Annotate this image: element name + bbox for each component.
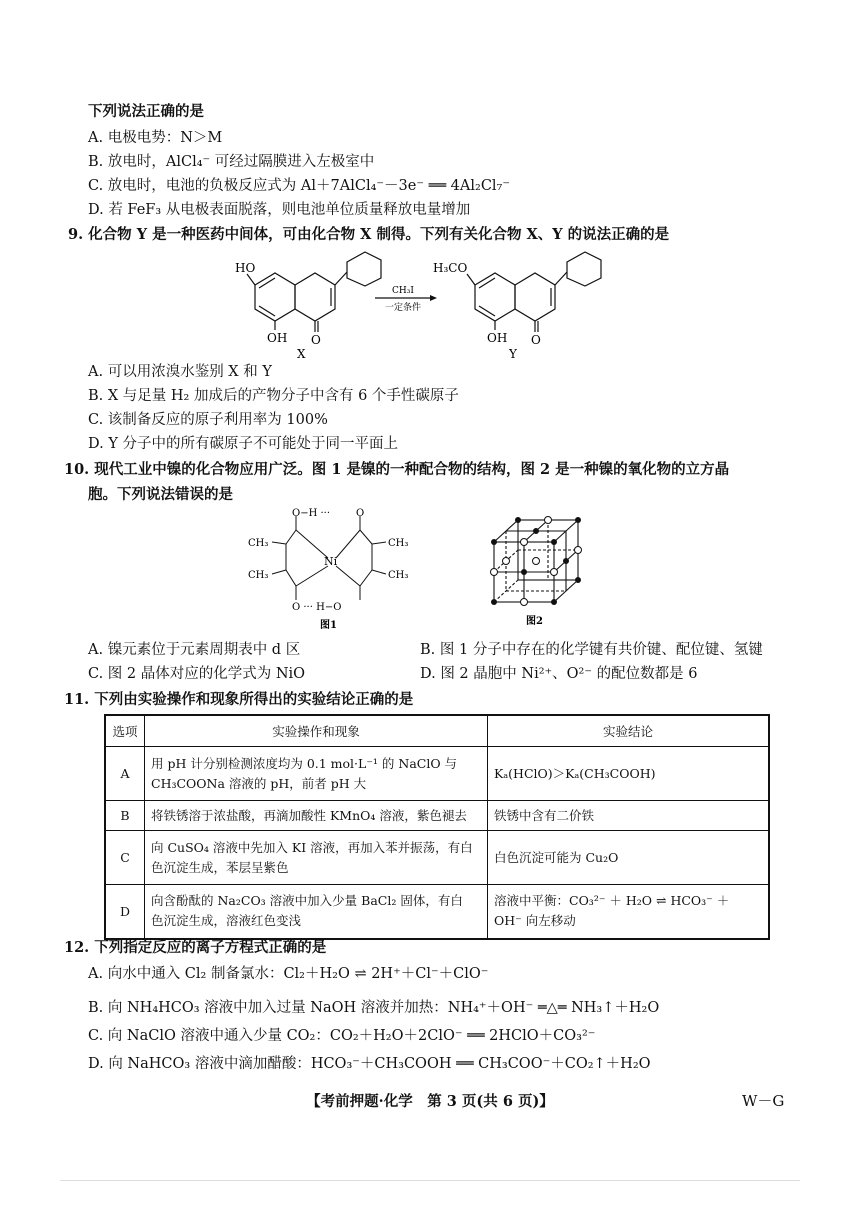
molecule-y-skeleton — [467, 252, 601, 332]
ch3-label: CH₃ — [248, 570, 269, 581]
figure-2-crystal-cell — [486, 512, 596, 628]
q8-option-c: C. 放电时，电池的负极反应式为 Al＋7AlCl₄⁻－3e⁻ ══ 4Al₂Cl₇⁻ — [88, 178, 511, 194]
row-operation: 向 CuSO₄ 溶液中先加入 KI 溶液，再加入苯并振荡，有白 色沉淀生成，苯层呈紫色 — [145, 831, 488, 885]
q12-stem: 12. 下列指定反应的离子方程式正确的是 — [64, 939, 327, 956]
x-carbonyl-o: O — [311, 333, 321, 347]
q9-stem: 9. 化合物 Y 是一种医药中间体，可由化合物 X 制得。下列有关化合物 X、Y 的说法正确的是 — [68, 226, 670, 243]
table-row — [105, 831, 769, 885]
q12-option-a: A. 向水中通入 Cl₂ 制备氯水：Cl₂＋H₂O ⇌ 2H⁺＋Cl⁻＋ClO⁻ — [88, 966, 489, 982]
table-header-row — [105, 715, 769, 747]
row-conclusion: 白色沉淀可能为 Cu₂O — [488, 831, 770, 885]
molecule-x-skeleton — [247, 252, 381, 332]
page-footer: 【考前押题·化学 第 3 页(共 6 页)】 — [306, 1093, 554, 1110]
ch3-label: CH₃ — [248, 538, 269, 549]
figure-1-label: 图1 — [320, 620, 337, 630]
ni-center-label: Ni — [324, 555, 338, 568]
q12-option-d: D. 向 NaHCO₃ 溶液中滴加醋酸：HCO₃⁻＋CH₃COOH ══ CH₃COO⁻＋CO₂↑＋H₂O — [88, 1056, 651, 1072]
row-option: A — [105, 747, 145, 801]
y-label: Y — [509, 347, 517, 360]
q9-option-a: A. 可以用浓溴水鉴别 X 和 Y — [88, 364, 272, 380]
ch3-label: CH₃ — [388, 570, 409, 581]
bottom-divider — [60, 1180, 800, 1181]
row-operation: 将铁锈溶于浓盐酸，再滴加酸性 KMnO₄ 溶液，紫色褪去 — [145, 801, 488, 831]
y-carbonyl-o: O — [531, 333, 541, 347]
paper-code: W－G — [742, 1092, 785, 1110]
y-methoxy-label: H₃CO — [433, 261, 468, 275]
q8-option-d: D. 若 FeF₃ 从电极表面脱落，则电池单位质量释放电量增加 — [88, 202, 471, 218]
row-option: B — [105, 801, 145, 831]
q10-option-b: B. 图 1 分子中存在的化学键有共价键、配位键、氢键 — [420, 642, 763, 658]
row-operation: 向含酚酞的 Na₂CO₃ 溶液中加入少量 BaCl₂ 固体，有白 色沉淀生成，溶液红色变浅 — [145, 885, 488, 939]
table-row — [105, 747, 769, 801]
experiment-table — [104, 714, 770, 940]
x-label: X — [297, 347, 306, 360]
x-ho-label: HO — [235, 261, 256, 275]
svg-text:O: O — [356, 508, 365, 519]
q9-option-b: B. X 与足量 H₂ 加成后的产物分子中含有 6 个手性碳原子 — [88, 388, 459, 404]
q10-option-c: C. 图 2 晶体对应的化学式为 NiO — [88, 666, 306, 682]
header-operation: 实验操作和现象 — [145, 715, 488, 747]
svg-text:O ··· H−O: O ··· H−O — [292, 602, 342, 613]
q8-option-b: B. 放电时，AlCl₄⁻ 可经过隔膜进入左极室中 — [88, 154, 375, 170]
table-row — [105, 885, 769, 939]
ch3-label: CH₃ — [388, 538, 409, 549]
reagent-label: CH₃I — [392, 286, 414, 296]
y-oh-label: OH — [487, 331, 508, 345]
header-conclusion: 实验结论 — [488, 715, 770, 747]
condition-label: 一定条件 — [385, 303, 422, 313]
q9-option-d: D. Y 分子中的所有碳原子不可能处于同一平面上 — [88, 436, 399, 452]
q8-stem: 下列说法正确的是 — [88, 103, 204, 120]
q8-option-a: A. 电极电势：N＞M — [88, 130, 223, 146]
row-option: C — [105, 831, 145, 885]
q10-option-d: D. 图 2 晶胞中 Ni²⁺、O²⁻ 的配位数都是 6 — [420, 666, 698, 682]
row-operation: 用 pH 计分别检测浓度均为 0.1 mol·L⁻¹ 的 NaClO 与 CH₃COONa 溶液的 pH，前者 pH 大 — [145, 747, 488, 801]
row-conclusion: 溶液中平衡：CO₃²⁻ ＋ H₂O ⇌ HCO₃⁻ ＋ OH⁻ 向左移动 — [488, 885, 770, 939]
q12-option-b: B. 向 NH₄HCO₃ 溶液中加入过量 NaOH 溶液并加热：NH₄⁺＋OH⁻ ═△═ NH₃↑＋H₂O — [88, 1000, 660, 1016]
row-conclusion: Kₐ(HClO)＞Kₐ(CH₃COOH) — [488, 747, 770, 801]
q10-option-a: A. 镍元素位于元素周期表中 d 区 — [88, 642, 301, 658]
header-option: 选项 — [105, 715, 145, 747]
q11-stem: 11. 下列由实验操作和现象所得出的实验结论正确的是 — [64, 691, 414, 708]
reaction-scheme-figure — [225, 250, 615, 360]
svg-text:O−H ···: O−H ··· — [292, 508, 331, 519]
x-oh-label: OH — [267, 331, 288, 345]
figure-1-ni-complex — [248, 508, 428, 630]
figure-2-label: 图2 — [526, 616, 543, 627]
q10-stem-line1: 10. 现代工业中镍的化合物应用广泛。图 1 是镍的一种配合物的结构，图 2 是一种镍的氧化物的立方晶 — [64, 461, 730, 478]
q10-stem-line2: 胞。下列说法错误的是 — [88, 486, 233, 503]
q12-option-c: C. 向 NaClO 溶液中通入少量 CO₂：CO₂＋H₂O＋2ClO⁻ ══ 2HClO＋CO₃²⁻ — [88, 1028, 596, 1044]
q9-option-c: C. 该制备反应的原子利用率为 100% — [88, 412, 328, 428]
table-row — [105, 801, 769, 831]
row-conclusion: 铁锈中含有二价铁 — [488, 801, 770, 831]
row-option: D — [105, 885, 145, 939]
